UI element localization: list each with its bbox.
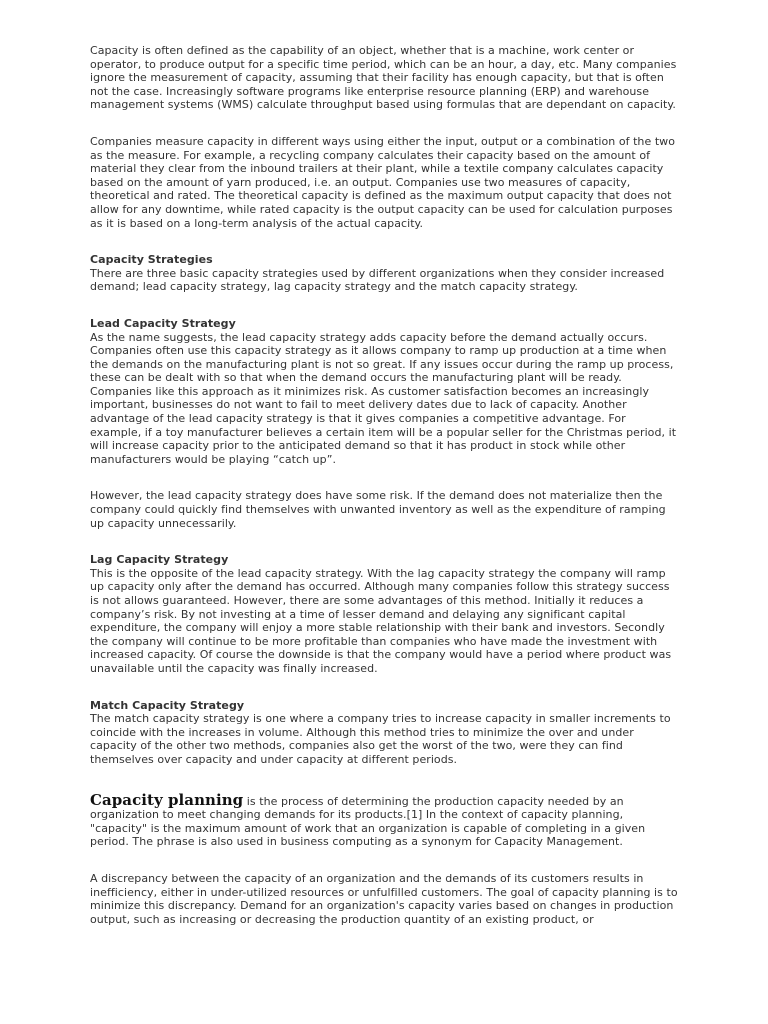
discrepancy-paragraph: A discrepancy between the capacity of an organization and the demands of its customers results in inefficiency, either in under-utilized resources or unfulfilled customers. The goal of capacity planning is to minimize this discrepancy. Demand for an organization's capacity varies based on changes in production output, such as increasing or decreasing the production quantity of an existing product, or — [90, 871, 678, 926]
capacity-planning-body: is the process of determining the production capacity needed by an organization to meet changing demands for its products.[1] In the context of capacity planning, "capacity" is the maximum amount of work that an organization is capable of completing in a given period. The phrase is also used in business computing as a synonym for Capacity Management. — [90, 794, 646, 849]
match-section — [90, 699, 678, 767]
intro-paragraph: Capacity is often defined as the capability of an object, whether that is a machine, work center or operator, to produce output for a specific time period, which can be an hour, a day, etc. Many companies ignore the measurement of capacity, assuming that their facility has enough capacity, but that is often not the case. Increasingly software programs like enterprise resource planning (ERP) and warehouse management systems (WMS) calculate throughput based using formulas that are dependant on capacity. — [90, 44, 677, 112]
match-heading: Match Capacity Strategy — [90, 698, 245, 712]
strategies-body: There are three basic capacity strategies used by different organizations when they consider increased demand; lead capacity strategy, lag capacity strategy and the match capacity strategy. — [90, 266, 665, 294]
lead-risk-paragraph: However, the lead capacity strategy does have some risk. If the demand does not materialize then the company could quickly find themselves with unwanted inventory as well as the expenditure of ramping up capacity unnecessarily. — [90, 489, 666, 530]
lead-section — [90, 317, 678, 467]
measurement-paragraph: Companies measure capacity in different ways using either the input, output or a combination of the two as the measure. For example, a recycling company calculates their capacity based on the amount of material they clear from the inbound trailers at their plant, while a textile company calculates capacity based on the amount of yarn produced, i.e. an output. Companies use two measures of capacity, theoretical and rated. The theoretical capacity is defined as the maximum output capacity that does not allow for any downtime, while rated capacity is the output capacity can be used for calculation purposes as it is based on a long-term analysis of the actual capacity. — [90, 134, 676, 230]
lead-heading: Lead Capacity Strategy — [90, 316, 236, 330]
strategies-section — [90, 253, 678, 294]
lag-body: This is the opposite of the lead capacity strategy. With the lag capacity strategy the company will ramp up capacity only after the demand has occurred. Although many companies follow this strategy success is not allows guaranteed. However, there are some advantages of this method. Initially it reduces a company’s risk. By not investing at a time of lesser demand and delaying any significant capital expenditure, the company will enjoy a more stable relationship with their bank and investors. Secondly the company will continue to be more profitable than companies who have made the investment with increased capacity. Of course the downside is that the company would have a period where product was unavailable until the capacity was finally increased. — [90, 566, 672, 675]
match-body: The match capacity strategy is one where a company tries to increase capacity in smaller increments to coincide with the increases in volume. Although this method tries to minimize the over and under capacity of the other two methods, companies also get the worst of the two, were they can find themselves over capacity and under capacity at different periods. — [90, 712, 671, 766]
capacity-planning-term: Capacity planning — [90, 790, 244, 809]
capacity-planning-paragraph — [90, 792, 678, 849]
lag-heading: Lag Capacity Strategy — [90, 553, 229, 567]
strategies-heading: Capacity Strategies — [90, 253, 213, 267]
lag-section — [90, 553, 678, 675]
lead-body: As the name suggests, the lead capacity strategy adds capacity before the demand actually occurs. Companies often use this capacity strategy as it allows company to ramp up production at a time when the demands on the manufacturing plant is not so great. If any issues occur during the ramp up process, these can be dealt with so that when the demand occurs the manufacturing plant will be ready. Companies like this approach as it minimizes risk. As customer satisfaction becomes an increasingly important, businesses do not want to fail to meet delivery dates due to lack of capacity. Another advantage of the lead capacity strategy is that it gives companies a competitive advantage. For example, if a toy manufacturer believes a certain item will be a popular seller for the Christmas period, it will increase capacity prior to the anticipated demand so that it has product in stock while other manufacturers would be playing “catch up”. — [90, 330, 677, 466]
